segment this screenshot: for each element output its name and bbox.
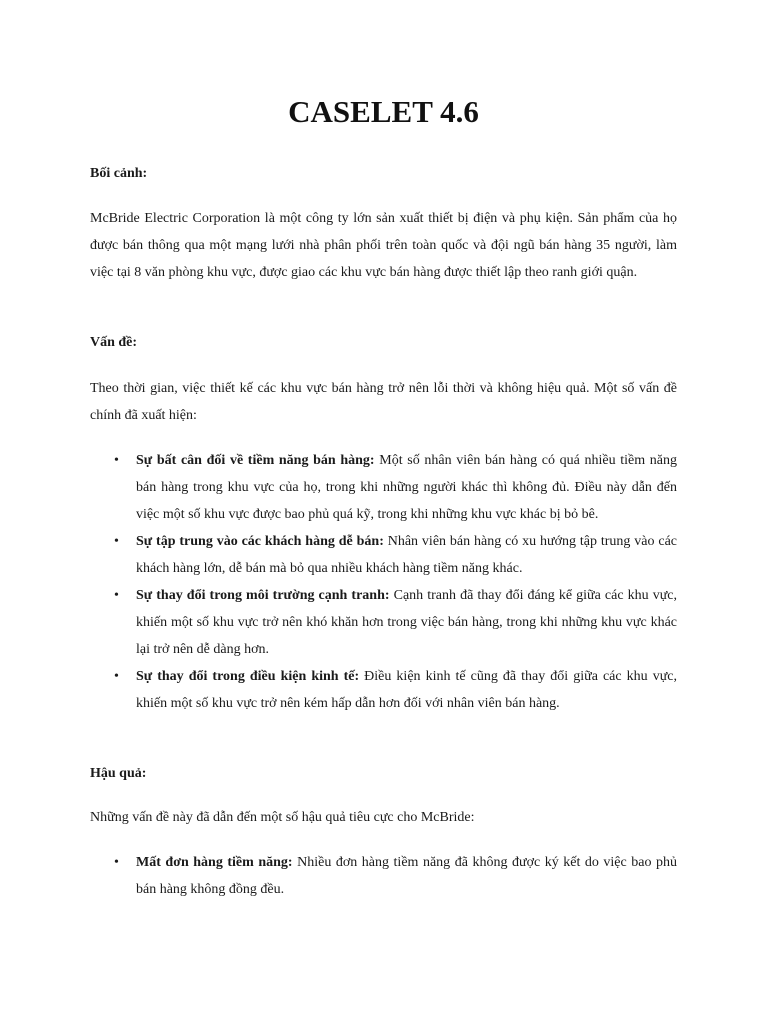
bullet-text: Nhiều đơn hàng tiềm năng đã không được ký kết do việc bao phủ bán hàng không đồng đều.	[136, 855, 678, 897]
list-item	[90, 582, 677, 663]
consequence-paragraph: Những vấn đề này đã dẫn đến một số hậu quả tiêu cực cho McBride:	[90, 810, 475, 825]
bullet-marker: •	[114, 855, 119, 870]
problem-paragraph: Theo thời gian, việc thiết kế các khu vực bán hàng trở nên lỗi thời và không hiệu quả. Một số vấn đề chính đã xuất hiện:	[90, 381, 677, 423]
bullet-marker: •	[114, 588, 119, 603]
bullet-lead: Sự thay đổi trong điều kiện kinh tế:	[136, 669, 360, 684]
bullet-text: Nhân viên bán hàng có xu hướng tập trung vào các khách hàng lớn, dễ bán mà bỏ qua nhiều khách hàng tiềm năng khác.	[136, 534, 678, 576]
list-item	[90, 663, 677, 717]
problem-bullet-list	[90, 447, 677, 717]
bullet-lead: Sự tập trung vào các khách hàng dễ bán:	[136, 534, 384, 549]
consequence-heading: Hậu quả:	[90, 766, 147, 781]
bullet-marker: •	[114, 453, 119, 468]
list-item	[90, 447, 677, 528]
document-title: CASELET 4.6	[288, 94, 479, 129]
bullet-text: Một số nhân viên bán hàng có quá nhiều tiềm năng bán hàng trong khu vực của họ, trong khi những người khác thì không đủ. Điều này dẫn đến việc một số khu vực được bao phủ quá kỹ, trong khi những khu vực khác bị bỏ bê.	[136, 453, 677, 522]
bullet-text: Cạnh tranh đã thay đổi đáng kể giữa các khu vực, khiến một số khu vực trở nên khó khăn hơn trong việc bán hàng, trong khi những khu vực khác lại trở nên dễ dàng hơn.	[136, 588, 678, 657]
consequence-bullet-list	[90, 849, 677, 903]
context-heading: Bối cảnh:	[90, 166, 148, 181]
bullet-lead: Sự bất cân đối về tiềm năng bán hàng:	[136, 453, 375, 468]
bullet-text: Điều kiện kinh tế cũng đã thay đổi giữa các khu vực, khiến một số khu vực trở nên kém hấp dẫn hơn đối với nhân viên bán hàng.	[136, 669, 677, 711]
bullet-lead: Mất đơn hàng tiềm năng:	[136, 855, 293, 870]
bullet-marker: •	[114, 669, 119, 684]
list-item	[90, 849, 677, 903]
bullet-lead: Sự thay đổi trong môi trường cạnh tranh:	[136, 588, 390, 603]
list-item	[90, 528, 677, 582]
bullet-marker: •	[114, 534, 119, 549]
context-paragraph: McBride Electric Corporation là một công ty lớn sản xuất thiết bị điện và phụ kiện. Sản phẩm của họ được bán thông qua một mạng lưới nhà phân phối trên toàn quốc và đội ngũ bán hàng 35 người, làm việc tại 8 văn phòng khu vực, được giao các khu vực bán hàng được thiết lập theo ranh giới quận.	[90, 211, 677, 280]
problem-heading: Vấn đề:	[90, 335, 138, 350]
